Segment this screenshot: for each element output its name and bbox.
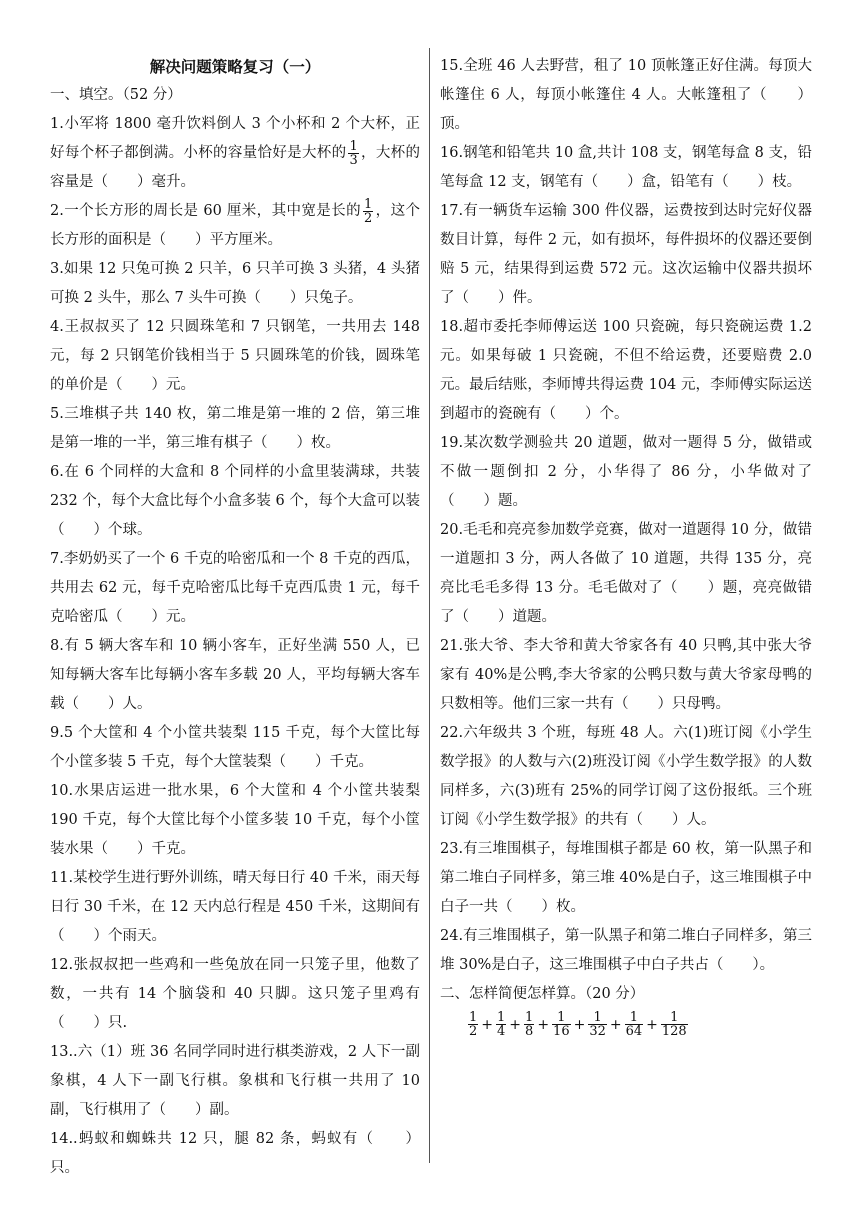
question-16: 16.钢笔和铅笔共 10 盒,共计 108 支，钢笔每盒 8 支，铅笔每盒 12 支，钢笔有（ ）盒，铅笔有（ ）枝。 [440,145,812,190]
question-24: 24.有三堆围棋子，第一队黑子和第二堆白子同样多，第三堆 30%是白子，这三堆围棋子中白子共占（ ）。 [440,928,812,973]
fraction-term: $\frac{1}{32}$ [589,1010,606,1039]
fraction-term: $\frac{1}{4}$ [497,1010,506,1039]
column-divider [429,48,430,1163]
question-17: 17.有一辆货车运输 300 件仪器，运费按到达时完好仪器数目计算，每件 2 元，如有损坏，每件损坏的仪器还要倒赔 5 元，结果得到运费 572 元。这次运输中仪器共损坏了（ ）件。 [440,203,812,306]
question-23: 23.有三堆围棋子，每堆围棋子都是 60 枚，第一队黑子和第二堆白子同样多，第三堆 40%是白子，这三堆围棋子中白子一共（ ）枚。 [440,841,812,915]
question-22: 22.六年级共 3 个班，每班 48 人。六(1)班订阅《小学生数学报》的人数与六(2)班没订阅《小学生数学报》的人数同样多，六(3)班有 25%的同学订阅了这份报纸。三个班订阅《小学生数学报》的共有（ ）人。 [440,725,812,828]
section-heading-calculation: 二、怎样简便怎样算。（20 分） [440,986,645,1002]
fraction-one-half: $\frac{1}{2}$ [364,196,373,226]
plus-sign: + [537,1016,550,1033]
question-4: 4.王叔叔买了 12 只圆珠笔和 7 只钢笔，一共用去 148 元，每 2 只钢笔价钱相当于 5 只圆珠笔的价钱，圆珠笔的单价是（ ）元。 [50,319,420,393]
fraction-term: $\frac{1}{128}$ [661,1010,687,1039]
question-19: 19.某次数学测验共 20 道题，做对一题得 5 分，做错或不做一题倒扣 2 分，小华得了 86 分，小华做对了（ ）题。 [440,435,812,509]
question-6: 6.在 6 个同样的大盒和 8 个同样的小盒里装满球，共装 232 个，每个大盒比每个小盒多装 6 个，每个大盒可以装（ ）个球。 [50,464,420,538]
question-14: 14..蚂蚁和蜘蛛共 12 只，腿 82 条，蚂蚁有（ ）只。 [50,1131,420,1176]
fraction-one-third: $\frac{1}{3}$ [349,138,358,168]
plus-sign: + [509,1016,522,1033]
plus-sign: + [573,1016,586,1033]
fraction-term: $\frac{1}{16}$ [553,1010,570,1039]
question-2-text-a: 2.一个长方形的周长是 60 厘米，其中宽是长的 [50,203,361,219]
question-10: 10.水果店运进一批水果，6 个大筐和 4 个小筐共装梨 190 千克，每个大筐比每个小筐多装 10 千克，每个小筐装水果（ ）千克。 [50,783,420,857]
question-2 [50,197,420,255]
question-11: 11.某校学生进行野外训练，晴天每日行 40 千米，雨天每日行 30 千米，在 12 天内总行程是 450 千米，这期间有（ ）个雨天。 [50,870,420,944]
plus-sign: + [646,1016,658,1033]
question-20: 20.毛毛和亮亮参加数学竞赛，做对一道题得 10 分，做错一道题扣 3 分，两人各做了 10 道题，共得 135 分，亮亮比毛毛多得 13 分。毛毛做对了（ ）题，亮亮做错了（ ）道题。 [440,522,812,625]
question-7: 7.李奶奶买了一个 6 千克的哈密瓜和一个 8 千克的西瓜，共用去 62 元，每千克哈密瓜比每千克西瓜贵 1 元，每千克哈密瓜（ ）元。 [50,551,420,625]
question-12: 12.张叔叔把一些鸡和一些兔放在同一只笼子里，他数了数，一共有 14 个脑袋和 40 只脚。这只笼子里鸡有（ ）只. [50,957,420,1031]
section-heading-fill-in: 一、填空。（52 分） [50,87,182,103]
question-21: 21.张大爷、李大爷和黄大爷家各有 40 只鸭,其中张大爷家有 40%是公鸭,李大爷家的公鸭只数与黄大爷家母鸭的只数相等。他们三家一共有（ ）只母鸭。 [440,638,812,712]
plus-sign: + [609,1016,622,1033]
plus-sign: + [481,1016,494,1033]
question-3: 3.如果 12 只兔可换 2 只羊，6 只羊可换 3 头猪，4 头猪可换 2 头牛，那么 7 头牛可换（ ）只兔子。 [50,261,420,306]
question-1-text-a: 1.小军将 1800 毫升饮料倒人 3 个小杯和 2 个大杯，正好每个杯子都倒满。小杯的容量恰好是大杯的 [50,116,420,161]
question-1-text-b: ，大杯的容量是（ ）毫升。 [50,145,421,190]
left-column [50,52,420,1183]
fraction-term: $\frac{1}{8}$ [525,1010,534,1039]
question-9: 9.5 个大筐和 4 个小筐共装梨 115 千克，每个大筐比每个小筐多装 5 千克，每个大筐装梨（ ）千克。 [50,725,420,770]
question-15: 15.全班 46 人去野营，租了 10 顶帐篷正好住满。每顶大帐篷住 6 人，每顶小帐篷住 4 人。大帐篷租了（ ）顶。 [440,58,812,132]
fraction-term: $\frac{1}{2}$ [469,1010,478,1039]
question-5: 5.三堆棋子共 140 枚，第二堆是第一堆的 2 倍，第三堆是第一堆的一半，第三堆有棋子（ ）枚。 [50,406,420,451]
question-18: 18.超市委托李师傅运送 100 只瓷碗，每只瓷碗运费 1.2 元。如果每破 1 只瓷碗，不但不给运费，还要赔费 2.0 元。最后结账，李师博共得运费 104 元，李师傅实际运送到超市的瓷碗有（ ）个。 [440,319,812,422]
question-13: 13..六（1）班 36 名同学同时进行棋类游戏，2 人下一副象棋，4 人下一副飞行棋。象棋和飞行棋一共用了 10 副，飞行棋用了（ ）副。 [50,1044,420,1118]
question-8: 8.有 5 辆大客车和 10 辆小客车，正好坐满 550 人，已知每辆大客车比每辆小客车多载 20 人，平均每辆大客车载（ ）人。 [50,638,420,712]
question-1 [50,110,420,197]
fraction-term: $\frac{1}{64}$ [625,1010,643,1039]
fraction-sum-expression [466,1011,812,1038]
worksheet-title: 解决问题策略复习（一） [149,57,321,76]
right-column [440,52,812,1038]
question-2-text-b: ，这个长方形的面积是（ ）平方厘米。 [50,203,420,248]
